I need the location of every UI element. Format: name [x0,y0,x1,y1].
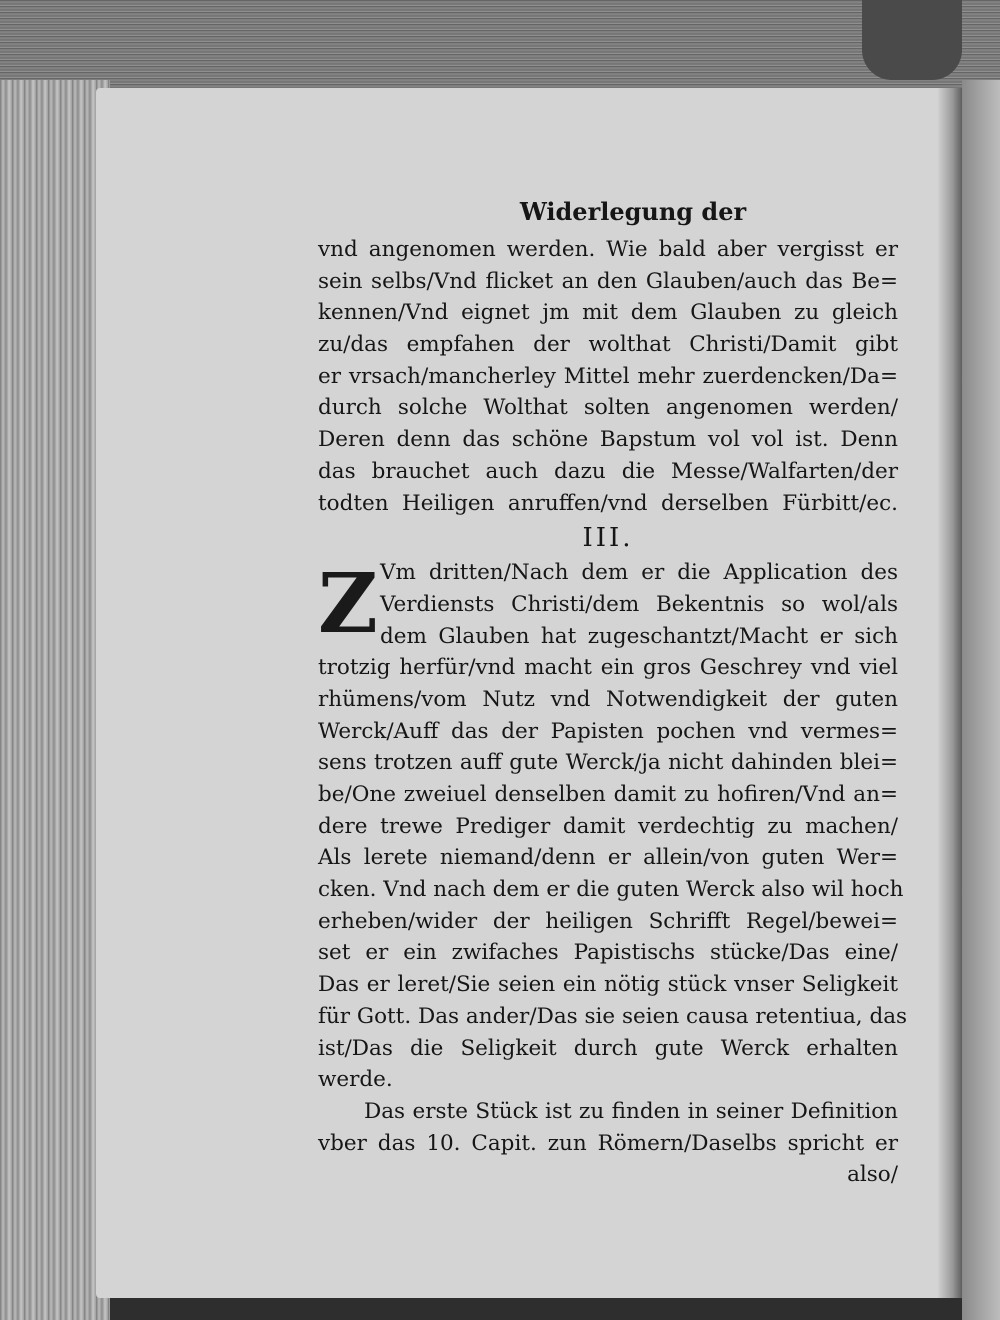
text-line: set er ein zwifaches Papistischs stücke/Das eine/ [318,940,898,966]
decorated-initial: Z [318,556,378,653]
text-line: das brauchet auch dazu die Messe/Walfarten/der [318,458,898,484]
facing-page-edge [962,80,1000,1320]
text-line: be/One zweiuel denselben damit zu hofiren/Vnd an= [318,782,898,807]
text-line: vber das 10. Capit. zun Römern/Daselbs spricht er [318,1130,898,1156]
paragraph-2 [318,556,908,1096]
text-line: vnd angenomen werden. Wie bald aber vergisst er [318,237,898,262]
text-line: Als lerete niemand/denn er allein/von guten Wer= [318,845,898,871]
text-line: dem Glauben hat zugeschantzt/Macht er sich [380,623,898,649]
text-line: sein selbs/Vnd flicket an den Glauben/auch das Be= [318,268,898,294]
page-text [318,190,908,1191]
text-line: dere trewe Prediger damit verdechtig zu machen/ [318,813,898,839]
page-edges-left [0,80,110,1320]
text-line: rhümens/vom Nutz vnd Notwendigkeit der guten [318,686,898,712]
text-line: todten Heiligen anruffen/vnd derselben Fürbitt/ec. [318,490,898,516]
text-line: ist/Das die Seligkeit durch gute Werck erhalten [318,1035,898,1061]
paragraph-1 [318,234,898,519]
text-line: durch solche Wolthat solten angenomen werden/ [318,395,898,421]
book-gutter [938,88,962,1298]
section-number: III. [582,523,634,554]
text-line: Das erste Stück ist zu finden in seiner Definition [364,1098,898,1124]
text-line: cken. Vnd nach dem er die guten Werck also wil hoch [318,877,904,903]
text-line: Vm dritten/Nach dem er die Application des [380,560,898,586]
text-line: sens trotzen auff gute Werck/ja nicht dahinden blei= [318,750,898,776]
text-line: erheben/wider der heiligen Schrifft Regel/bewei= [318,908,898,934]
text-line: Verdiensts Christi/dem Bekentnis so wol/als [380,591,898,617]
text-line: Werck/Auff das der Papisten pochen vnd vermes= [318,718,898,744]
running-head: Widerlegung der [519,197,747,226]
text-line: er vrsach/mancherley Mittel mehr zuerdencken/Da= [318,363,898,389]
text-line: kennen/Vnd eignet jm mit dem Glauben zu gleich [318,300,898,326]
text-line: zu/das empfahen der wolthat Christi/Damit gibt [318,332,898,358]
text-line-last: werde. [318,1067,393,1093]
catchword: also/ [847,1162,898,1188]
book-top-edge [0,0,1000,100]
binding-clip [862,0,962,80]
text-line: für Gott. Das ander/Das sie seien causa retentiua, das [318,1003,908,1029]
paragraph-3 [318,1096,898,1159]
text-line: trotzig herfür/vnd macht ein gros Geschrey vnd viel [318,655,898,681]
text-line: Deren denn das schöne Bapstum vol vol ist. Denn [318,427,898,453]
text-line: Das er leret/Sie seien ein nötig stück vnser Seligkeit [318,972,898,998]
